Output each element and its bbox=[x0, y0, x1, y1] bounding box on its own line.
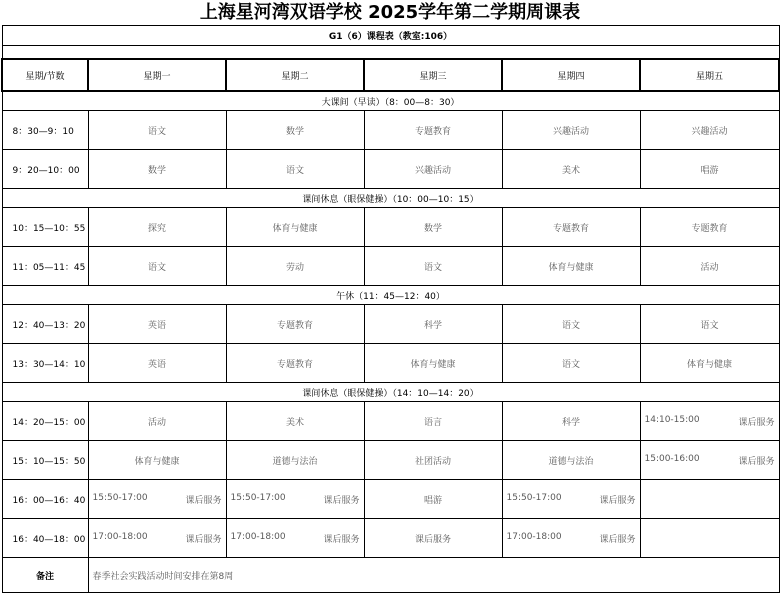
lesson-cell: 语言 bbox=[364, 402, 502, 441]
note-row bbox=[2, 558, 779, 593]
page-title: 上海星河湾双语学校 2025学年第二学期周课表 bbox=[199, 2, 581, 23]
lesson-cell: 数学 bbox=[88, 150, 226, 189]
lesson-cell: 兴趣活动 bbox=[502, 111, 640, 150]
header-mon: 星期一 bbox=[88, 59, 226, 91]
lesson-cell: 唱游 bbox=[640, 150, 779, 189]
lesson-cell-split bbox=[640, 441, 779, 480]
service-time: 17:00-18:00 bbox=[506, 531, 562, 542]
lesson-cell: 劳动 bbox=[226, 247, 364, 286]
lesson-cell-split bbox=[226, 519, 364, 558]
lesson-cell: 社团活动 bbox=[364, 441, 502, 480]
service-time: 15:00-16:00 bbox=[644, 453, 700, 464]
break-row: 午休（11：45—12：40） bbox=[2, 286, 779, 305]
lesson-cell: 体育与健康 bbox=[502, 247, 640, 286]
lesson-cell: 美术 bbox=[502, 150, 640, 189]
lesson-cell bbox=[640, 480, 779, 519]
service-time: 17:00-18:00 bbox=[230, 531, 286, 542]
lesson-cell: 道德与法治 bbox=[226, 441, 364, 480]
subtitle: G1（6）课程表（教室:106） bbox=[2, 26, 779, 46]
service-label: 课后服务 bbox=[599, 495, 636, 506]
period-row bbox=[2, 441, 779, 480]
period-row bbox=[2, 344, 779, 383]
header-tue: 星期二 bbox=[226, 59, 364, 91]
header-thu: 星期四 bbox=[502, 59, 640, 91]
period-row bbox=[2, 247, 779, 286]
period-row bbox=[2, 519, 779, 558]
lesson-cell-split bbox=[88, 519, 226, 558]
lesson-cell: 语文 bbox=[364, 247, 502, 286]
lesson-cell: 语文 bbox=[226, 150, 364, 189]
period-time: 16：40—18：00 bbox=[2, 519, 88, 558]
service-label: 课后服务 bbox=[323, 534, 360, 545]
lesson-cell: 活动 bbox=[88, 402, 226, 441]
service-time: 14:10-15:00 bbox=[644, 414, 700, 425]
lesson-cell: 专题教育 bbox=[502, 208, 640, 247]
header-corner: 星期/节数 bbox=[2, 59, 88, 91]
lesson-cell: 语文 bbox=[640, 305, 779, 344]
service-time: 15:50-17:00 bbox=[230, 492, 286, 503]
period-time: 14：20—15：00 bbox=[2, 402, 88, 441]
lesson-cell: 科学 bbox=[502, 402, 640, 441]
break-row: 课间休息（眼保健操）（14：10—14：20） bbox=[2, 383, 779, 402]
lesson-cell: 语文 bbox=[502, 344, 640, 383]
service-label: 课后服务 bbox=[323, 495, 360, 506]
lesson-cell: 探究 bbox=[88, 208, 226, 247]
period-time: 9：20—10：00 bbox=[2, 150, 88, 189]
lesson-cell: 英语 bbox=[88, 344, 226, 383]
period-row bbox=[2, 305, 779, 344]
period-row bbox=[2, 208, 779, 247]
lesson-cell: 体育与健康 bbox=[364, 344, 502, 383]
period-time: 11：05—11：45 bbox=[2, 247, 88, 286]
period-time: 16：00—16：40 bbox=[2, 480, 88, 519]
note-label: 备注 bbox=[2, 558, 88, 593]
lesson-cell: 体育与健康 bbox=[226, 208, 364, 247]
lesson-cell-split bbox=[226, 480, 364, 519]
service-label: 课后服务 bbox=[738, 417, 775, 428]
period-time: 8：30—9：10 bbox=[2, 111, 88, 150]
break-row: 课间休息（眼保健操）（10：00—10：15） bbox=[2, 189, 779, 208]
period-row bbox=[2, 402, 779, 441]
lesson-cell: 专题教育 bbox=[364, 111, 502, 150]
period-time: 15：10—15：50 bbox=[2, 441, 88, 480]
service-label: 课后服务 bbox=[185, 495, 222, 506]
note-text: 春季社会实践活动时间安排在第8周 bbox=[88, 558, 779, 593]
lesson-cell: 科学 bbox=[364, 305, 502, 344]
service-time: 15:50-17:00 bbox=[92, 492, 148, 503]
timetable bbox=[1, 25, 780, 593]
lesson-cell-split bbox=[502, 519, 640, 558]
header-row bbox=[2, 59, 779, 91]
header-wed: 星期三 bbox=[364, 59, 502, 91]
lesson-cell: 兴趣活动 bbox=[364, 150, 502, 189]
lesson-cell: 数学 bbox=[364, 208, 502, 247]
lesson-cell: 数学 bbox=[226, 111, 364, 150]
lesson-cell: 兴趣活动 bbox=[640, 111, 779, 150]
service-label: 课后服务 bbox=[738, 456, 775, 467]
lesson-cell bbox=[640, 519, 779, 558]
lesson-cell: 唱游 bbox=[364, 480, 502, 519]
lesson-cell-split bbox=[88, 480, 226, 519]
service-label: 课后服务 bbox=[185, 534, 222, 545]
lesson-cell: 语文 bbox=[88, 247, 226, 286]
spacer-row bbox=[2, 46, 779, 60]
lesson-cell: 道德与法治 bbox=[502, 441, 640, 480]
period-row bbox=[2, 111, 779, 150]
lesson-cell: 美术 bbox=[226, 402, 364, 441]
lesson-cell: 活动 bbox=[640, 247, 779, 286]
period-time: 13：30—14：10 bbox=[2, 344, 88, 383]
lesson-cell: 语文 bbox=[502, 305, 640, 344]
period-time: 12：40—13：20 bbox=[2, 305, 88, 344]
lesson-cell: 体育与健康 bbox=[88, 441, 226, 480]
service-label: 课后服务 bbox=[599, 534, 636, 545]
header-fri: 星期五 bbox=[640, 59, 779, 91]
lesson-cell: 英语 bbox=[88, 305, 226, 344]
lesson-cell: 专题教育 bbox=[226, 305, 364, 344]
break-row: 大课间（早读）（8：00—8：30） bbox=[2, 91, 779, 111]
period-time: 10：15—10：55 bbox=[2, 208, 88, 247]
service-time: 15:50-17:00 bbox=[506, 492, 562, 503]
lesson-cell-split bbox=[502, 480, 640, 519]
period-row bbox=[2, 480, 779, 519]
service-time: 17:00-18:00 bbox=[92, 531, 148, 542]
lesson-cell-split bbox=[640, 402, 779, 441]
lesson-cell: 语文 bbox=[88, 111, 226, 150]
period-row bbox=[2, 150, 779, 189]
lesson-cell: 体育与健康 bbox=[640, 344, 779, 383]
lesson-cell: 课后服务 bbox=[364, 519, 502, 558]
lesson-cell: 专题教育 bbox=[640, 208, 779, 247]
lesson-cell: 专题教育 bbox=[226, 344, 364, 383]
